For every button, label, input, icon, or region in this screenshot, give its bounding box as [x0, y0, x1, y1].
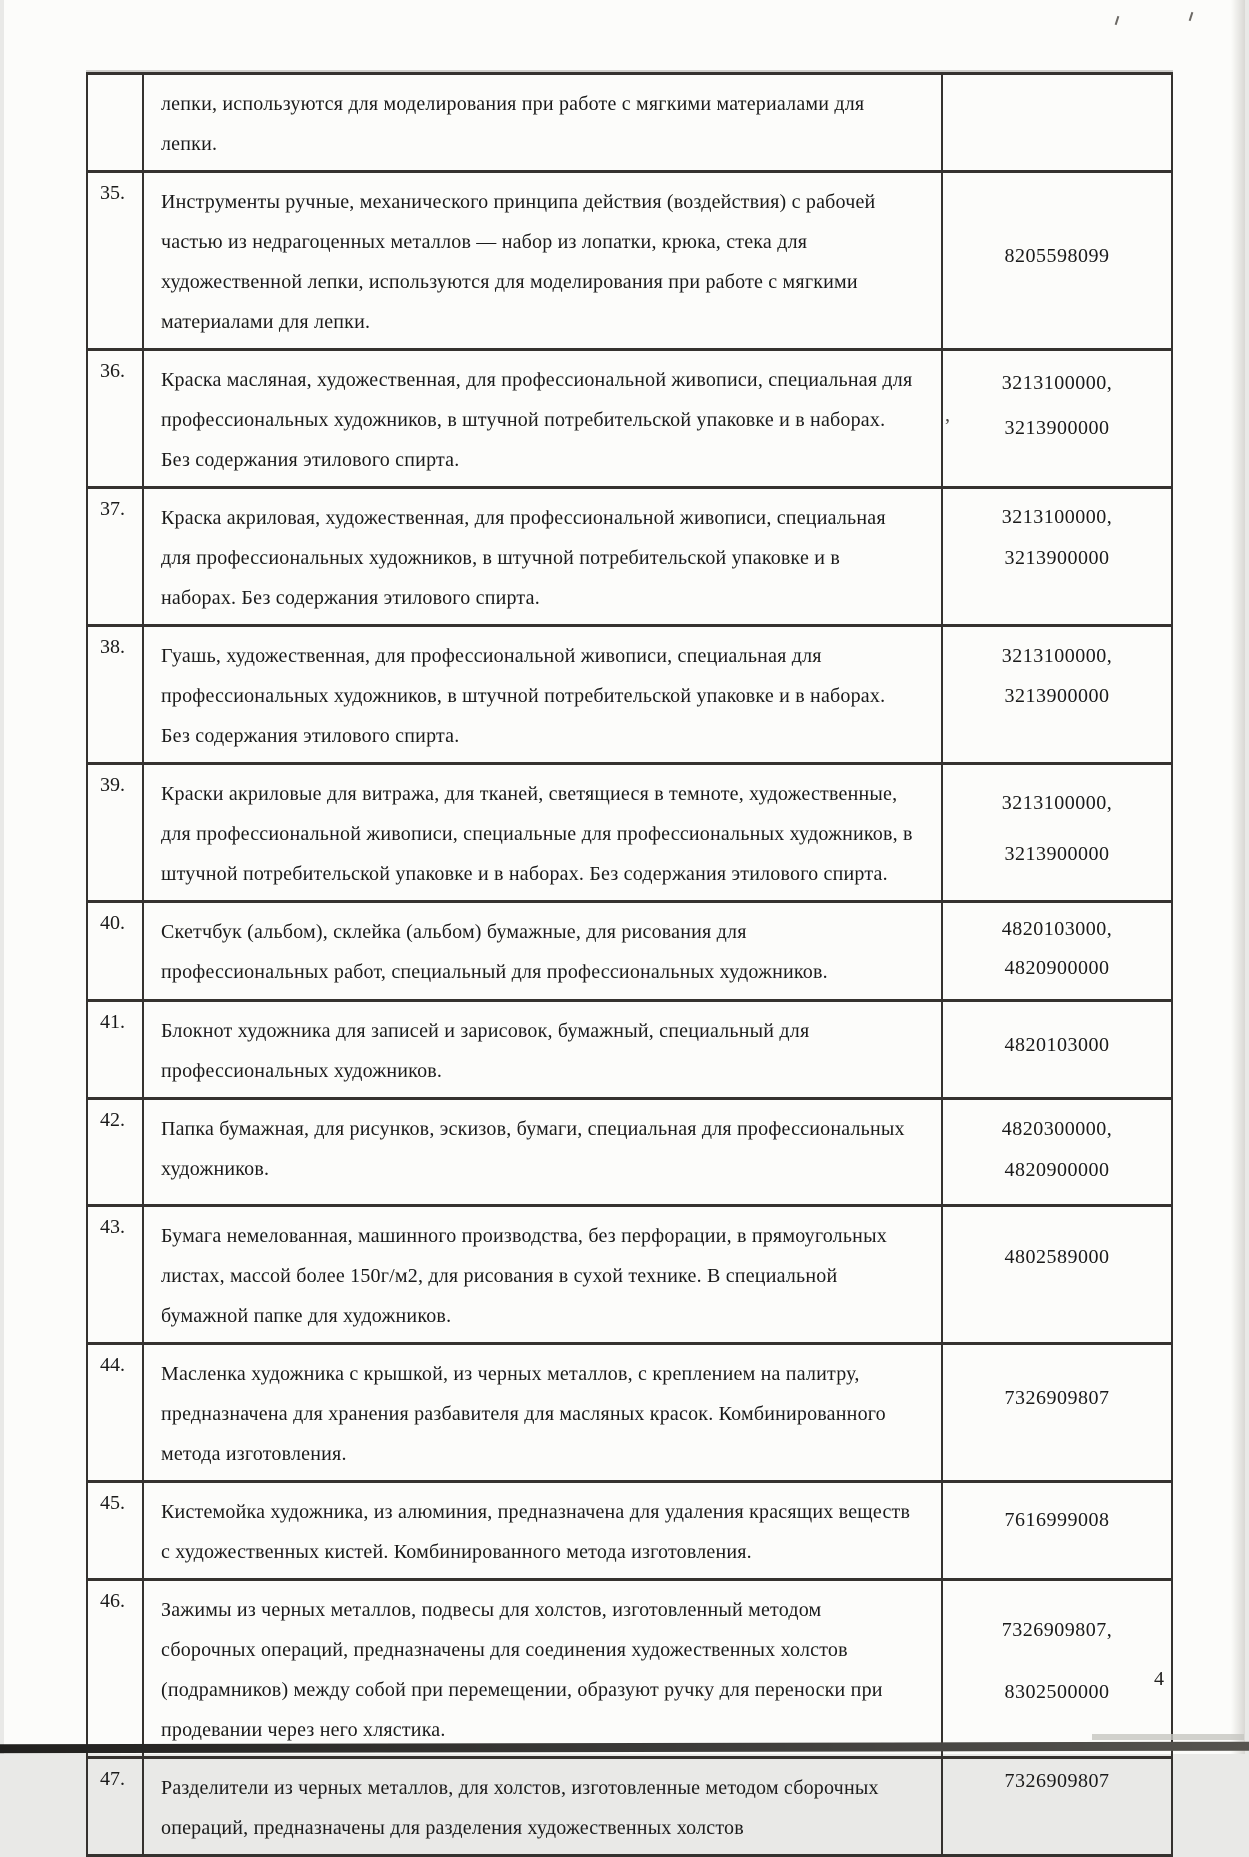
code-cell [942, 1001, 1172, 1099]
row-number-cell [87, 626, 143, 764]
customs-code: 7326909807 [1004, 1386, 1110, 1409]
description-text: Папка бумажная, для рисунков, эскизов, бумаги, специальная для профессиональных художников. [161, 1118, 905, 1180]
row-number: 42. [100, 1109, 125, 1131]
row-number-cell [87, 1099, 143, 1206]
code-stack [943, 1483, 1171, 1557]
customs-code: 3213900000 [1004, 685, 1110, 708]
description-text: Инструменты ручные, механического принципа действия (воздействия) с рабочей частью из недрагоценных металлов — набор из лопатки, крюка, стека для художественной лепки, используются для моделирования при работе с мягкими материалами для лепки. [161, 191, 876, 333]
description-cell [143, 1580, 942, 1758]
code-stack [943, 489, 1171, 586]
code-cell [942, 74, 1172, 172]
description-text: Краска масляная, художественная, для профессиональной живописи, специальная для профессиональных художников, в штучной потребительской упаковке и в наборах. Без содержания этилового спирта. [161, 369, 913, 471]
description-cell [143, 1206, 942, 1344]
customs-code: 3213900000 [1004, 416, 1110, 439]
code-stack [943, 1345, 1171, 1450]
code-cell [942, 488, 1172, 626]
row-number: 35. [100, 182, 125, 204]
row-number-cell [87, 1482, 143, 1580]
customs-code: 8205598099 [1004, 244, 1110, 267]
row-number-cell [87, 902, 143, 1001]
customs-code: 3213900000 [1004, 842, 1110, 865]
table-row [87, 1580, 1172, 1758]
code-stack [943, 765, 1171, 892]
description-text: Кистемойка художника, из алюминия, предназначена для удаления красящих веществ с художественных кистей. Комбинированного метода изготовления. [161, 1501, 911, 1563]
row-number: 36. [100, 360, 125, 382]
description-cell [143, 172, 942, 350]
customs-code: 7326909807, [1001, 1619, 1113, 1642]
row-number: 46. [100, 1590, 125, 1612]
row-number-cell [87, 1206, 143, 1344]
code-stack [943, 1207, 1171, 1307]
code-cell [942, 350, 1172, 488]
row-number: 45. [100, 1492, 125, 1514]
customs-code: 4820103000 [1004, 1033, 1110, 1056]
description-text: Скетчбук (альбом), склейка (альбом) бумажные, для рисования для профессиональных работ, специальный для профессиональных художников. [161, 921, 828, 983]
description-text: Блокнот художника для записей и зарисовок, бумажный, специальный для профессиональных художников. [161, 1020, 810, 1082]
table-row [87, 172, 1172, 350]
code-cell [942, 1099, 1172, 1206]
row-number: 43. [100, 1216, 125, 1238]
code-stack [943, 351, 1171, 460]
code-cell [942, 1482, 1172, 1580]
customs-code: 8302500000 [1004, 1680, 1110, 1703]
customs-code: 3213100000, [1001, 372, 1113, 395]
document-page [4, 0, 1245, 1839]
code-cell [942, 172, 1172, 350]
description-cell [143, 1344, 942, 1482]
code-stack [943, 1002, 1171, 1087]
customs-code: 3213100000, [1001, 506, 1113, 529]
customs-code: 7616999008 [1004, 1509, 1110, 1531]
description-text: Краска акриловая, художественная, для профессиональной живописи, специальная для профессиональных художников, в штучной потребительской упаковке и в наборах. Без содержания этилового спирта. [161, 507, 886, 609]
row-number-cell [87, 1580, 143, 1758]
description-text: Краски акриловые для витража, для тканей, светящиеся в темноте, художественные, для профессиональной живописи, специальные для профессиональных художников, в штучной потребительской упаковке и в наборах. Без содержания этилового спирта. [161, 783, 913, 885]
description-text: Гуашь, художественная, для профессиональной живописи, специальная для профессиональных художников, в штучной потребительской упаковке и в наборах. Без содержания этилового спирта. [161, 645, 886, 747]
table-row [87, 74, 1172, 172]
scan-comma-artifact: , [945, 404, 950, 426]
row-number: 39. [100, 774, 125, 796]
code-stack [943, 903, 1171, 994]
row-number-cell [87, 172, 143, 350]
table-row [87, 1001, 1172, 1099]
description-cell [143, 764, 942, 902]
scan-edge-shadow [1231, 0, 1245, 1754]
table-row [87, 1099, 1172, 1206]
description-cell [143, 1001, 942, 1099]
code-cell [942, 902, 1172, 1001]
row-number-cell [87, 350, 143, 488]
customs-code: 4820900000 [1004, 1159, 1110, 1181]
description-cell [143, 74, 942, 172]
customs-code: 7326909807 [1004, 1770, 1110, 1792]
code-cell [942, 1758, 1172, 1856]
code-stack [943, 75, 1171, 152]
customs-code: 4802589000 [1004, 1246, 1110, 1268]
row-number-cell [87, 1344, 143, 1482]
row-number-cell [87, 74, 143, 172]
scan-smudge [1092, 1734, 1244, 1740]
code-cell [942, 764, 1172, 902]
customs-code: 3213100000, [1001, 792, 1113, 815]
code-cell [942, 626, 1172, 764]
row-number-cell [87, 764, 143, 902]
description-cell [143, 488, 942, 626]
code-stack [943, 173, 1171, 338]
table-row [87, 1206, 1172, 1344]
code-cell [942, 1206, 1172, 1344]
description-text: Зажимы из черных металлов, подвесы для холстов, изготовленный методом сборочных операций, предназначены для соединения художественных холстов (подрамников) между собой при перемещении, образуют ручку для переноски при продевании через него хлястика. [161, 1599, 883, 1741]
description-text: Разделители из черных металлов, для холстов, изготовленные методом сборочных операций, предназначены для разделения художественных холстов [161, 1777, 879, 1839]
code-stack [943, 1581, 1171, 1741]
customs-code: 4820300000, [1001, 1118, 1113, 1140]
description-cell [143, 350, 942, 488]
table-row [87, 1758, 1172, 1856]
row-number-cell [87, 488, 143, 626]
row-number: 44. [100, 1354, 125, 1376]
code-cell [942, 1344, 1172, 1482]
row-number: 37. [100, 498, 125, 520]
table-row [87, 1482, 1172, 1580]
page-number: 4 [1154, 1668, 1164, 1690]
scan-speck-icon [1189, 12, 1194, 21]
code-stack [943, 1759, 1171, 1825]
table-row [87, 902, 1172, 1001]
row-number: 38. [100, 636, 125, 658]
table-row [87, 350, 1172, 488]
row-number: 47. [100, 1768, 125, 1790]
table-row [87, 626, 1172, 764]
row-number-cell [87, 1001, 143, 1099]
description-cell [143, 1482, 942, 1580]
description-cell [143, 626, 942, 764]
description-cell [143, 1758, 942, 1856]
code-cell [942, 1580, 1172, 1758]
table-row [87, 764, 1172, 902]
customs-code: 4820103000, [1001, 918, 1113, 941]
goods-table [86, 72, 1173, 1857]
table-row [87, 1344, 1172, 1482]
row-number: 40. [100, 912, 125, 934]
scan-speck-icon [1115, 16, 1120, 25]
customs-code: 3213900000 [1004, 546, 1110, 569]
description-cell [143, 1099, 942, 1206]
table-row [87, 488, 1172, 626]
customs-code: 4820900000 [1004, 956, 1110, 979]
description-text: Бумага немелованная, машинного производства, без перфорации, в прямоугольных листах, массой более 150г/м2, для рисования в сухой технике. В специальной бумажной папке для художников. [161, 1225, 887, 1327]
description-cell [143, 902, 942, 1001]
description-text: Масленка художника с крышкой, из черных металлов, с креплением на палитру, предназначена для хранения разбавителя для масляных красок. Комбинированного метода изготовления. [161, 1363, 886, 1465]
code-stack [943, 627, 1171, 725]
description-text: лепки, используются для моделирования при работе с мягкими материалами для лепки. [161, 93, 865, 155]
code-stack [943, 1100, 1171, 1199]
row-number: 41. [100, 1011, 125, 1033]
row-number-cell [87, 1758, 143, 1856]
customs-code: 3213100000, [1001, 644, 1113, 667]
